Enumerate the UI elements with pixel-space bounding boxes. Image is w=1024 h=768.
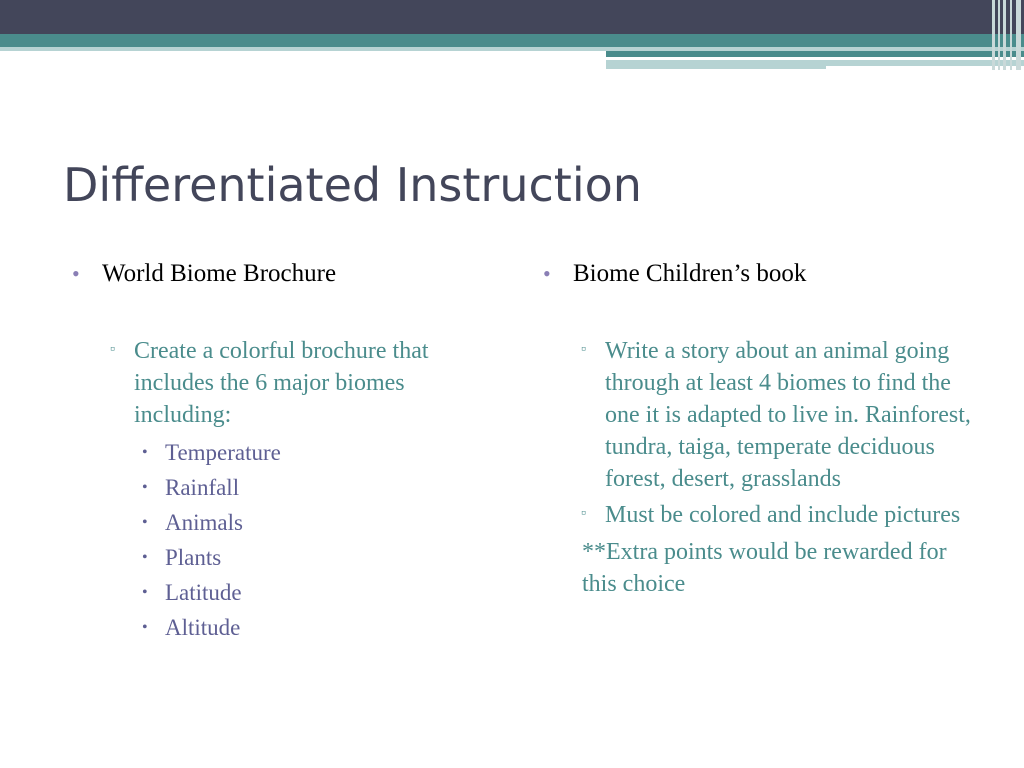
bullet-dot-icon: • bbox=[543, 261, 551, 286]
small-dot-icon: • bbox=[142, 549, 148, 566]
left-subitem-text: Create a colorful brochure that includes the 6 major biomes including: bbox=[134, 338, 429, 428]
small-dot-icon: • bbox=[142, 619, 148, 636]
square-bullet-icon: ▫ bbox=[581, 342, 586, 357]
left-subitem bbox=[72, 335, 492, 431]
list-item bbox=[72, 610, 492, 645]
left-heading-text: World Biome Brochure bbox=[102, 260, 337, 287]
right-heading bbox=[543, 258, 973, 290]
list-item-text: Temperature bbox=[165, 440, 281, 465]
extra-points-note: **Extra points would be rewarded for this choice bbox=[582, 539, 947, 597]
list-item-text: Latitude bbox=[165, 580, 242, 605]
header-bar bbox=[0, 0, 1024, 34]
square-bullet-icon: ▫ bbox=[110, 342, 115, 357]
right-heading-text: Biome Children’s book bbox=[573, 260, 807, 287]
slide-title: Differentiated Instruction bbox=[63, 158, 642, 212]
bullet-dot-icon: • bbox=[72, 261, 80, 286]
list-item bbox=[72, 540, 492, 575]
left-heading bbox=[72, 258, 492, 290]
header-accent-band bbox=[0, 34, 1024, 47]
header-vertical-lines bbox=[992, 0, 1024, 70]
header-stripe bbox=[606, 66, 826, 69]
list-item-text: Animals bbox=[165, 510, 243, 535]
small-dot-icon: • bbox=[142, 479, 148, 496]
small-dot-icon: • bbox=[142, 514, 148, 531]
right-column bbox=[543, 258, 973, 600]
list-item-text: Rainfall bbox=[165, 475, 240, 500]
list-item bbox=[72, 575, 492, 610]
list-item bbox=[72, 505, 492, 540]
right-subitem bbox=[543, 335, 973, 495]
small-dot-icon: • bbox=[142, 584, 148, 601]
square-bullet-icon: ▫ bbox=[581, 506, 586, 521]
right-subitem-text: Write a story about an animal going through at least 4 biomes to find the one it is adapted to live in. Rainforest, tundra, taiga, temperate deciduous forest, desert, grasslands bbox=[605, 338, 971, 492]
list-item bbox=[72, 470, 492, 505]
list-item-text: Altitude bbox=[165, 615, 241, 640]
right-subitem-text: Must be colored and include pictures bbox=[605, 502, 961, 528]
small-dot-icon: • bbox=[142, 444, 148, 461]
list-item bbox=[72, 435, 492, 470]
list-item-text: Plants bbox=[165, 545, 222, 570]
right-subitem bbox=[543, 499, 973, 531]
left-column bbox=[72, 258, 492, 645]
